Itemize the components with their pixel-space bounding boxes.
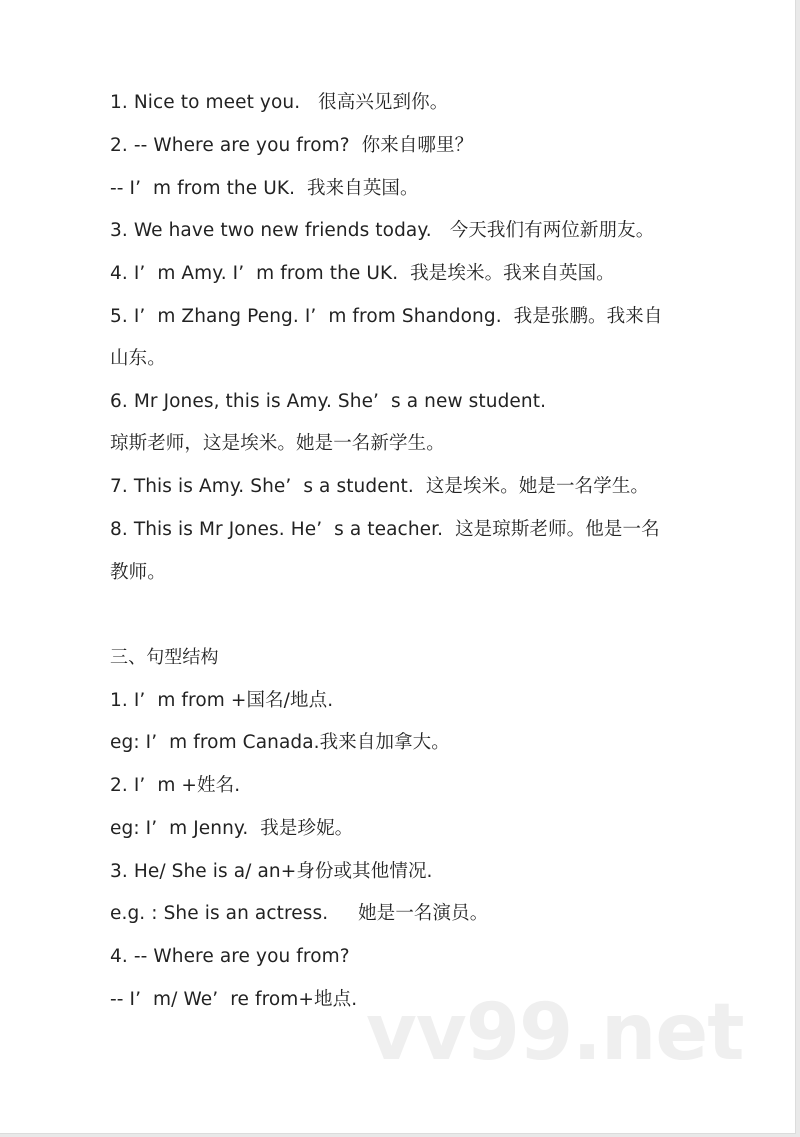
sentence-line: -- I’ m from the UK. 我来自英国。 xyxy=(110,178,419,199)
structure-example: -- I’ m/ We’ re from+地点. xyxy=(110,989,358,1010)
sentence-line-continuation: 教师。 xyxy=(110,562,166,583)
sentence-line: 2. -- Where are you from? 你来自哪里？ xyxy=(110,135,474,156)
sentence-line: 4. I’ m Amy. I’ m from the UK. 我是埃米。我来自英国。 xyxy=(110,263,615,284)
watermark: vv99.net xyxy=(366,988,744,1078)
sentence-line-continuation: 山东。 xyxy=(110,348,166,369)
sentence-line: 1. Nice to meet you. 很高兴见到你。 xyxy=(110,92,449,113)
structure-example: eg: I’ m from Canada.我来自加拿大。 xyxy=(110,732,450,753)
sentence-line: 7. This is Amy. She’ s a student. 这是埃米。她是一名学生。 xyxy=(110,476,650,497)
sentence-line: 8. This is Mr Jones. He’ s a teacher. 这是琼斯老师。他是一名 xyxy=(110,519,660,540)
structure-line: 1. I’ m from +国名/地点. xyxy=(110,690,334,711)
sentence-line: 3. We have two new friends today. 今天我们有两位新朋友。 xyxy=(110,220,655,241)
structure-example: e.g. : She is an actress. 她是一名演员。 xyxy=(110,903,489,924)
structure-line: 2. I’ m +姓名. xyxy=(110,775,241,796)
sentence-line: 6. Mr Jones, this is Amy. She’ s a new student. xyxy=(110,391,547,412)
sentence-line-translation: 琼斯老师，这是埃米。她是一名新学生。 xyxy=(110,433,445,454)
sentence-line: 5. I’ m Zhang Peng. I’ m from Shandong. 我是张鹏。我来自 xyxy=(110,306,663,327)
structure-line: 3. He/ She is a/ an+身份或其他情况. xyxy=(110,861,433,882)
structure-line: 4. -- Where are you from? xyxy=(110,946,350,967)
section-heading: 三、句型结构 xyxy=(110,647,219,668)
structure-example: eg: I’ m Jenny. 我是珍妮。 xyxy=(110,818,354,839)
